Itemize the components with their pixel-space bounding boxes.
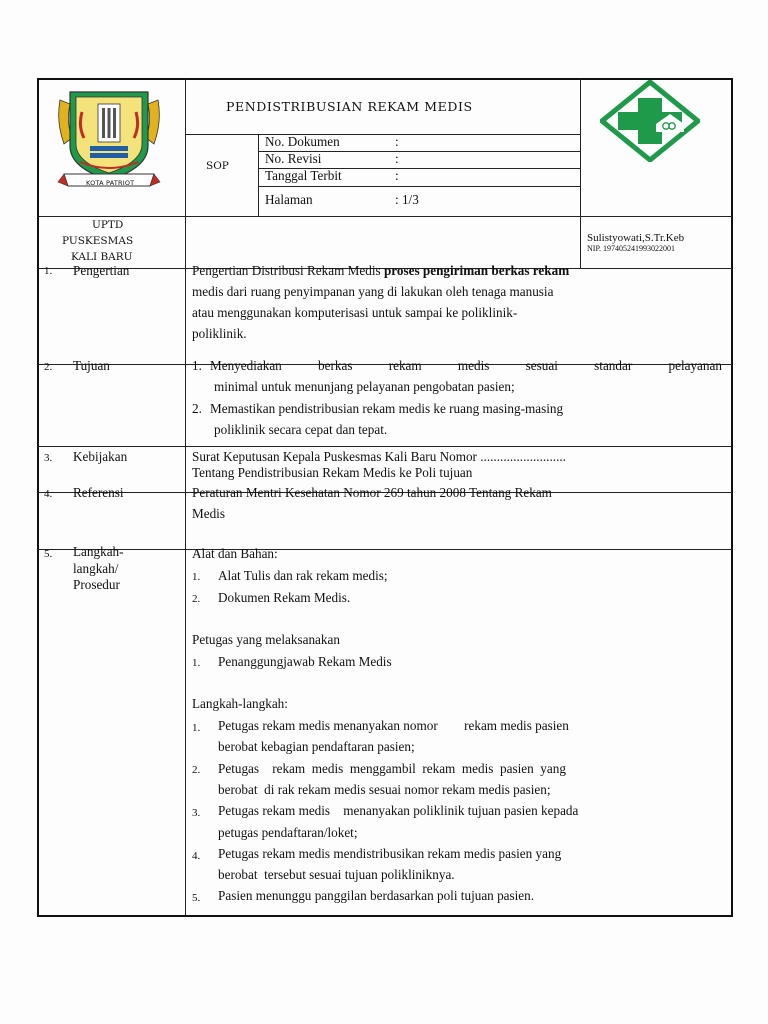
pengertian-text: poliklinik. [192, 326, 247, 341]
step-line: Petugas rekam medis menanyakan poliklinik tujuan pasien kepada [218, 803, 579, 818]
section-label-tujuan: Tujuan [73, 358, 110, 373]
word: pelayanan [668, 358, 722, 373]
org-line-puskesmas: PUSKESMAS [62, 235, 134, 247]
step-line: berobat kebagian pendaftaran pasien; [218, 739, 415, 754]
section-label-prosedur: Prosedur [73, 577, 120, 592]
step-line: petugas pendaftaran/loket; [218, 825, 358, 840]
section-number: 2. [44, 361, 53, 373]
step-line: Pasien menunggu panggilan berdasarkan poli tujuan pasien. [218, 888, 535, 903]
list-number: 1. [192, 722, 201, 734]
kebijakan-text: Surat Keputusan Kepala Puskesmas Kali Baru Nomor .......................... [192, 449, 566, 464]
section-number: 1. [44, 265, 53, 277]
divider [258, 134, 259, 216]
petugas-heading: Petugas yang melaksanakan [192, 632, 340, 647]
list-item: Penanggungjawab Rekam Medis [218, 654, 392, 669]
field-value-tanggal-terbit: : [395, 168, 399, 183]
field-label-no-revisi: No. Revisi [265, 151, 322, 166]
word: Menyediakan [210, 358, 282, 373]
alat-heading: Alat dan Bahan: [192, 546, 278, 561]
step-line: Petugas rekam medis menggambil rekam medis pasien yang [218, 761, 566, 776]
pengertian-text: medis dari ruang penyimpanan yang di lakukan oleh tenaga manusia [192, 284, 554, 299]
list-number: 2. [192, 593, 201, 605]
divider [580, 79, 581, 216]
word: medis [457, 358, 490, 373]
divider [185, 134, 580, 135]
field-label-no-dokumen: No. Dokumen [265, 134, 340, 149]
word: rekam [388, 358, 422, 373]
tujuan-item-2-line1: Memastikan pendistribusian rekam medis ke ruang masing-masing [210, 401, 564, 416]
list-number: 5. [192, 892, 201, 904]
word: berkas [318, 358, 353, 373]
signatory-name: Sulistyowati,S.Tr.Keb [587, 232, 685, 244]
document-title: PENDISTRIBUSIAN REKAM MEDIS [226, 99, 473, 114]
section-label-prosedur: langkah/ [73, 561, 119, 576]
section-number: 3. [44, 452, 53, 464]
step-line: berobat di rak rekam medis sesuai nomor rekam medis pasien; [218, 782, 551, 797]
referensi-text: Medis [192, 506, 225, 521]
list-number: 3. [192, 807, 201, 819]
field-value-halaman: : 1/3 [395, 192, 419, 207]
divider [38, 446, 732, 447]
pengertian-text: atau menggunakan komputerisasi untuk sampai ke poliklinik- [192, 305, 518, 320]
list-item: Alat Tulis dan rak rekam medis; [218, 568, 388, 583]
divider [38, 216, 732, 217]
logo-caption: KOTA PATRIOT [86, 179, 135, 187]
section-number: 5. [44, 548, 53, 560]
divider [38, 549, 732, 550]
divider [580, 216, 581, 268]
tujuan-item-2-line2: poliklinik secara cepat dan tepat. [214, 422, 388, 437]
signatory-nip: NIP. 197405241993022001 [587, 244, 676, 253]
word: standar [594, 358, 633, 373]
word: sesuai [525, 358, 558, 373]
pengertian-text-a: Pengertian Distribusi Rekam Medis [192, 263, 384, 278]
list-number: 1. [192, 657, 201, 669]
section-label-pengertian: Pengertian [73, 263, 130, 278]
list-number: 1. [192, 571, 201, 583]
pengertian-text [192, 263, 569, 279]
langkah-heading: Langkah-langkah: [192, 696, 288, 711]
section-label-prosedur: Langkah- [73, 544, 124, 559]
org-line-uptd: UPTD [92, 219, 124, 231]
org-line-kali-baru: KALI BARU [71, 251, 133, 263]
field-label-halaman: Halaman [265, 192, 313, 207]
step-line: berobat tersebut sesuai tujuan polikliniknya. [218, 867, 455, 882]
section-label-referensi: Referensi [73, 485, 124, 500]
list-number: 2. [192, 764, 201, 776]
list-item: Dokumen Rekam Medis. [218, 590, 351, 605]
field-label-tanggal-terbit: Tanggal Terbit [265, 168, 342, 183]
field-value-no-revisi: : [395, 151, 399, 166]
puskesmas-logo [600, 80, 700, 162]
tujuan-item-1-line1 [210, 358, 722, 374]
field-value-no-dokumen: : [395, 134, 399, 149]
list-number: 4. [192, 850, 201, 862]
city-crest-logo [50, 82, 168, 194]
divider [185, 79, 186, 915]
section-number: 4. [44, 488, 53, 500]
step-line: Petugas rekam medis mendistribusikan rekam medis pasien yang [218, 846, 562, 861]
referensi-text: Peraturan Mentri Kesehatan Nomor 269 tahun 2008 Tentang Rekam [192, 485, 552, 500]
kebijakan-text: Tentang Pendistribusian Rekam Medis ke Poli tujuan [192, 465, 473, 480]
divider [258, 186, 580, 187]
tujuan-item-1-line2: minimal untuk menunjang pelayanan pengobatan pasien; [214, 379, 515, 394]
tujuan-item-number: 2. [192, 401, 202, 416]
pengertian-text-b: proses pengiriman berkas rekam [383, 263, 570, 278]
step-line: Petugas rekam medis menanyakan nomor rekam medis pasien [218, 718, 569, 733]
section-label-kebijakan: Kebijakan [73, 449, 128, 464]
tujuan-item-number: 1. [192, 358, 202, 373]
sop-label: SOP [206, 160, 229, 172]
